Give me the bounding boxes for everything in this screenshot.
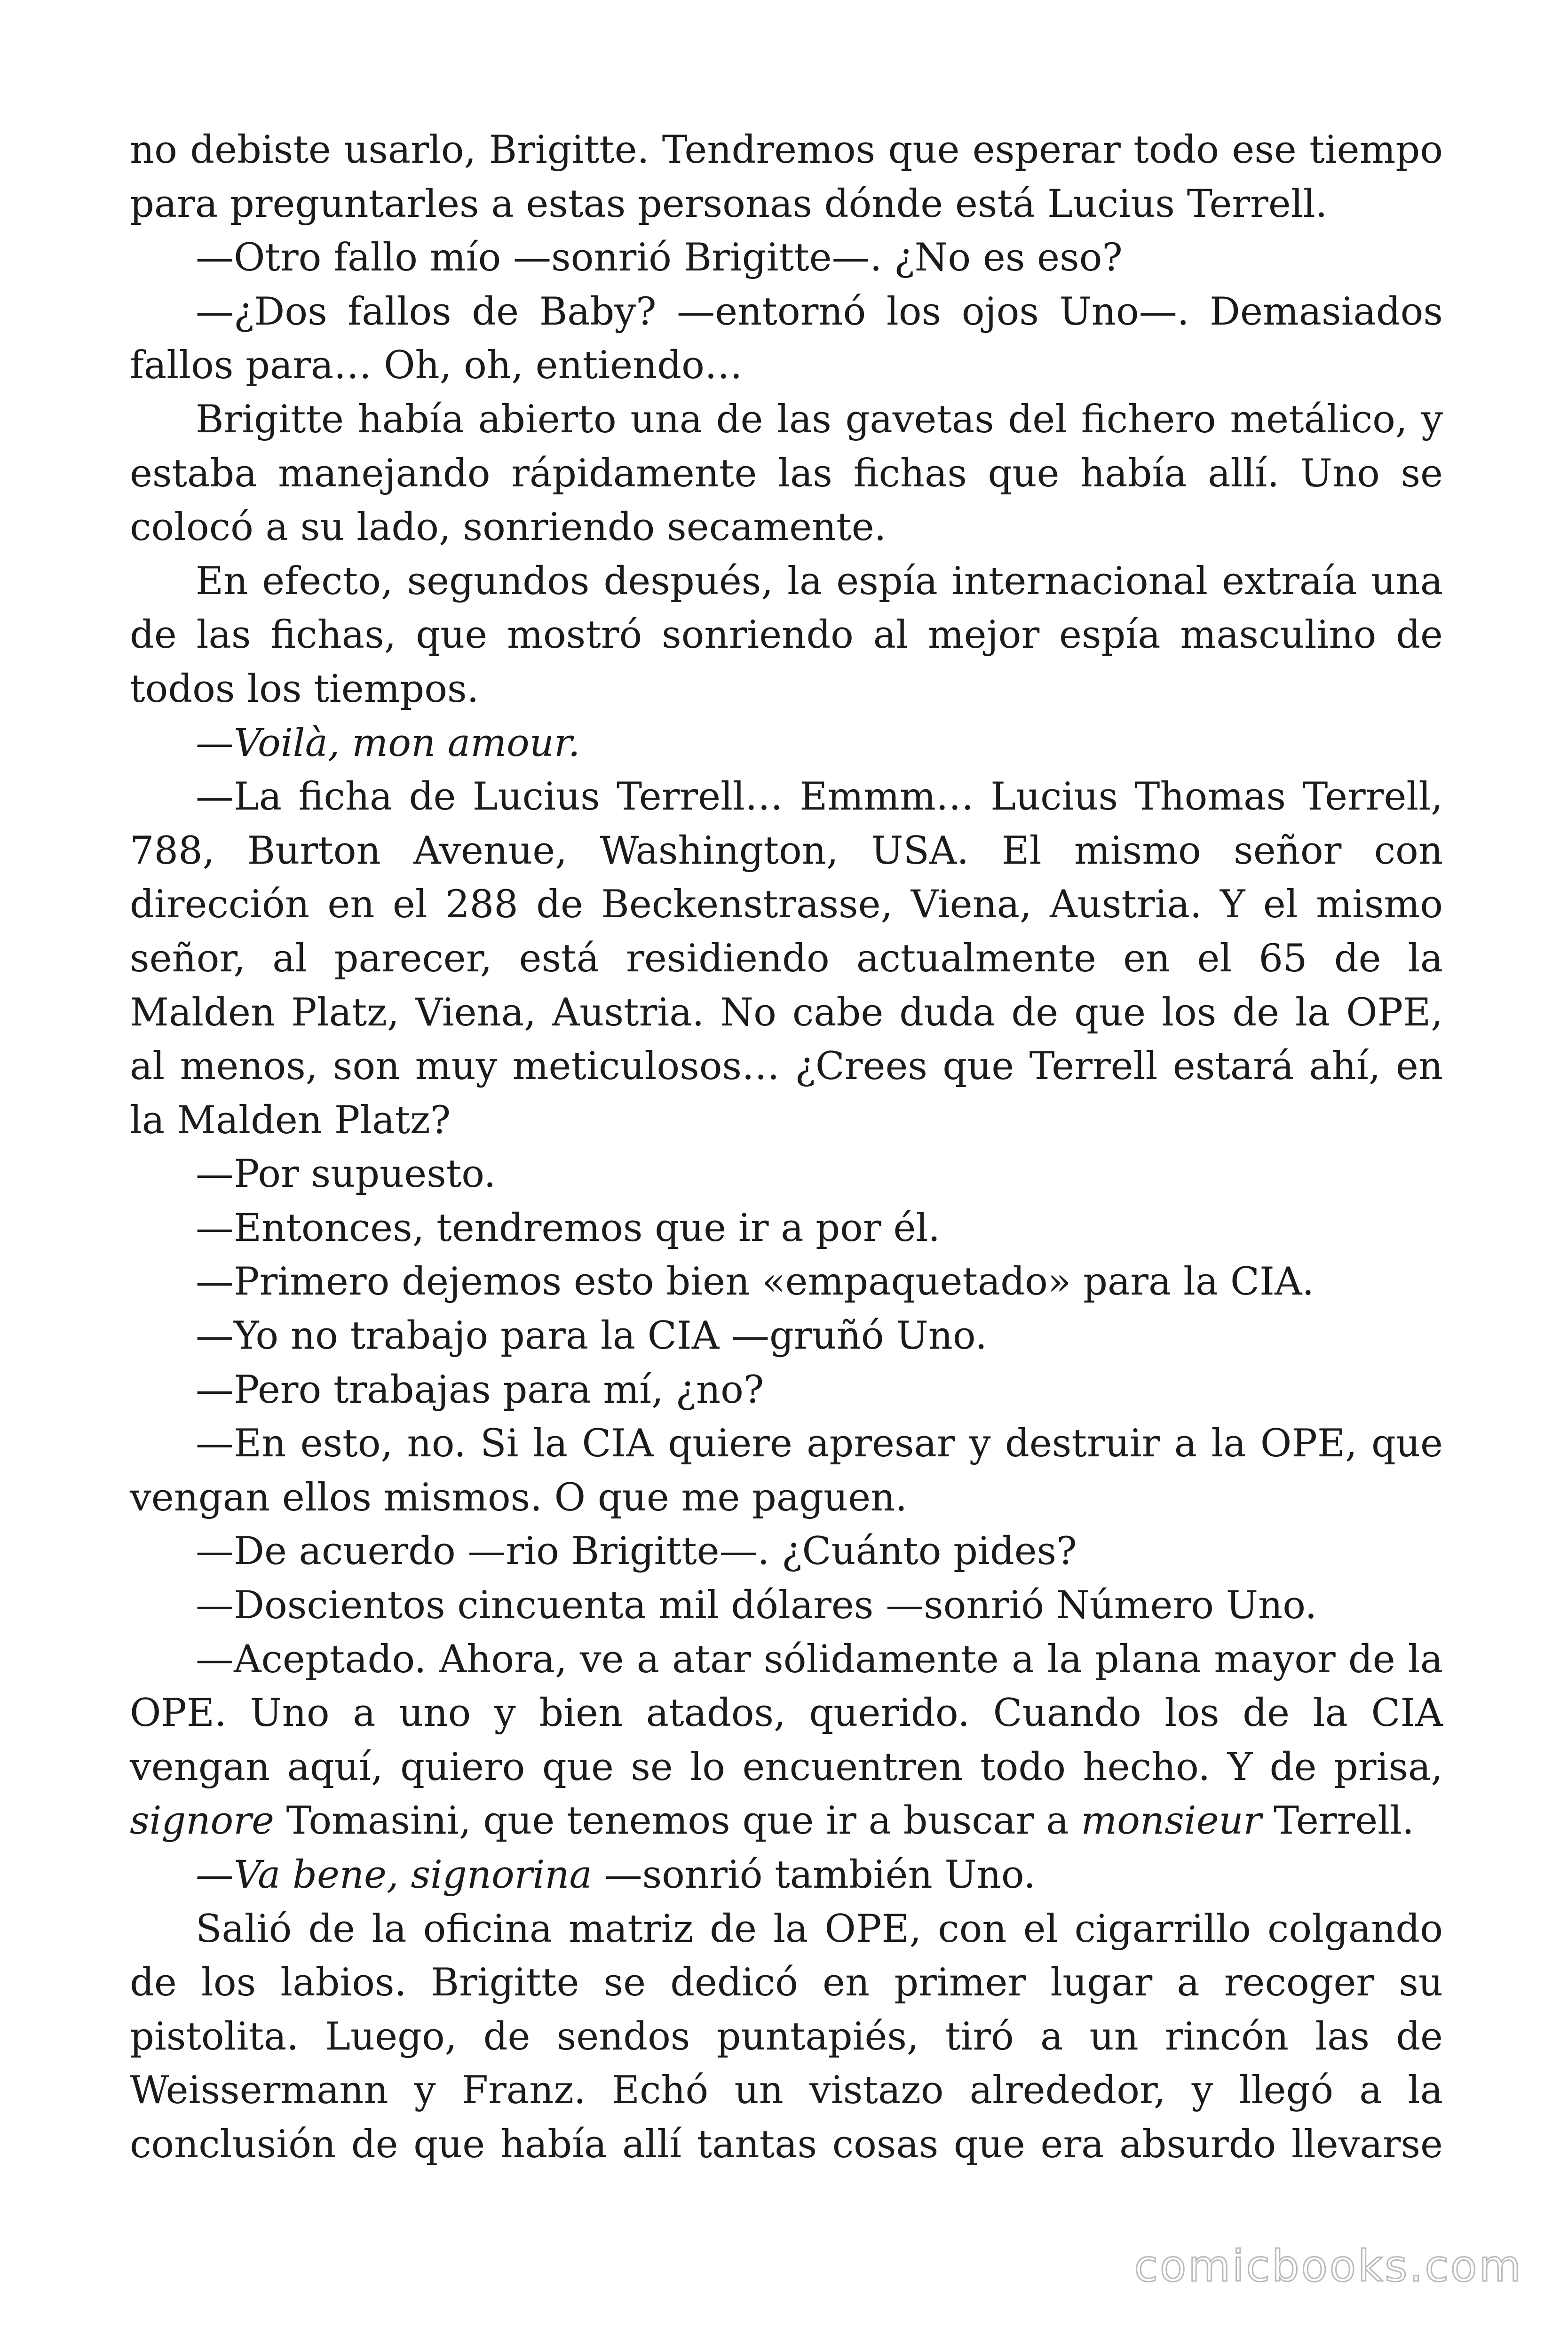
watermark-logo: comicbooks.com xyxy=(1134,2241,1523,2291)
dialogue-line xyxy=(130,1633,1443,1848)
narrative-paragraph: Brigitte había abierto una de las gavetas del fichero metálico, y estaba manejando rápidamente las fichas que había allí. Uno se colocó a su lado, sonriendo secamente. xyxy=(130,397,1443,550)
italic-word: signore xyxy=(130,1799,274,1843)
dialogue-line xyxy=(130,1848,1443,1902)
text-run: —sonrió también Uno. xyxy=(592,1853,1036,1897)
text-run: Tomasini, que tenemos que ir a buscar a xyxy=(274,1799,1081,1843)
italic-phrase: —Voilà, mon amour. xyxy=(196,721,580,765)
dialogue-line: —En esto, no. Si la CIA quiere apresar y destruir a la OPE, que vengan ellos mismos. O que me paguen. xyxy=(130,1422,1443,1520)
dialogue-line: —Entonces, tendremos que ir a por él. xyxy=(196,1206,940,1250)
italic-phrase: —Va bene, signorina xyxy=(196,1853,592,1897)
dialogue-line xyxy=(130,716,1443,771)
dialogue-line: —Primero dejemos esto bien «empaquetado» para la CIA. xyxy=(196,1260,1315,1304)
dialogue-line: —La ficha de Lucius Terrell… Emmm… Lucius Thomas Terrell, 788, Burton Avenue, Washington, USA. El mismo señor con dirección en el 288 de Beckenstrasse, Viena, Austria. Y el mismo señor, al parecer, está residiendo actualmente en el 65 de la Malden Platz, Viena, Austria. No cabe duda de que los de la OPE, al menos, son muy meticulosos… ¿Crees que Terrell estará ahí, en la Malden Platz? xyxy=(130,775,1443,1143)
dialogue-line: —Otro fallo mío —sonrió Brigitte—. ¿No es eso? xyxy=(196,236,1123,280)
dialogue-line: —Pero trabajas para mí, ¿no? xyxy=(196,1367,764,1412)
italic-word: monsieur xyxy=(1081,1799,1262,1843)
book-page-text xyxy=(130,123,1443,2172)
text-run: Terrell. xyxy=(1261,1799,1414,1843)
dialogue-line: —De acuerdo —rio Brigitte—. ¿Cuánto pides? xyxy=(196,1529,1077,1574)
dialogue-line: —Doscientos cincuenta mil dólares —sonrió Número Uno. xyxy=(196,1583,1317,1628)
dialogue-line: —Por supuesto. xyxy=(196,1152,496,1197)
dialogue-line: —Yo no trabajo para la CIA —gruñó Uno. xyxy=(196,1314,987,1359)
narrative-paragraph: En efecto, segundos después, la espía internacional extraía una de las fichas, que mostró sonriendo al mejor espía masculino de todos los tiempos. xyxy=(130,559,1443,711)
dialogue-line: —¿Dos fallos de Baby? —entornó los ojos Uno—. Demasiados fallos para… Oh, oh, entiendo… xyxy=(130,289,1443,388)
text-run: —Aceptado. Ahora, ve a atar sólidamente a la plana mayor de la OPE. Uno a uno y bien atados, querido. Cuando los de la CIA vengan aquí, quiero que se lo encuentren todo hecho. Y de prisa, xyxy=(130,1637,1443,1789)
paragraph-continuation: no debiste usarlo, Brigitte. Tendremos que esperar todo ese tiempo para preguntarles a estas personas dónde está Lucius Terrell. xyxy=(130,128,1443,226)
narrative-paragraph: Salió de la oficina matriz de la OPE, con el cigarrillo colgando de los labios. Brigitte se dedicó en primer lugar a recoger su pistolita. Luego, de sendos puntapiés, tiró a un rincón las de Weissermann y Franz. Echó un vistazo alrededor, y llegó a la conclusión de que había allí tantas cosas que era absurdo llevarse xyxy=(130,1907,1443,2167)
